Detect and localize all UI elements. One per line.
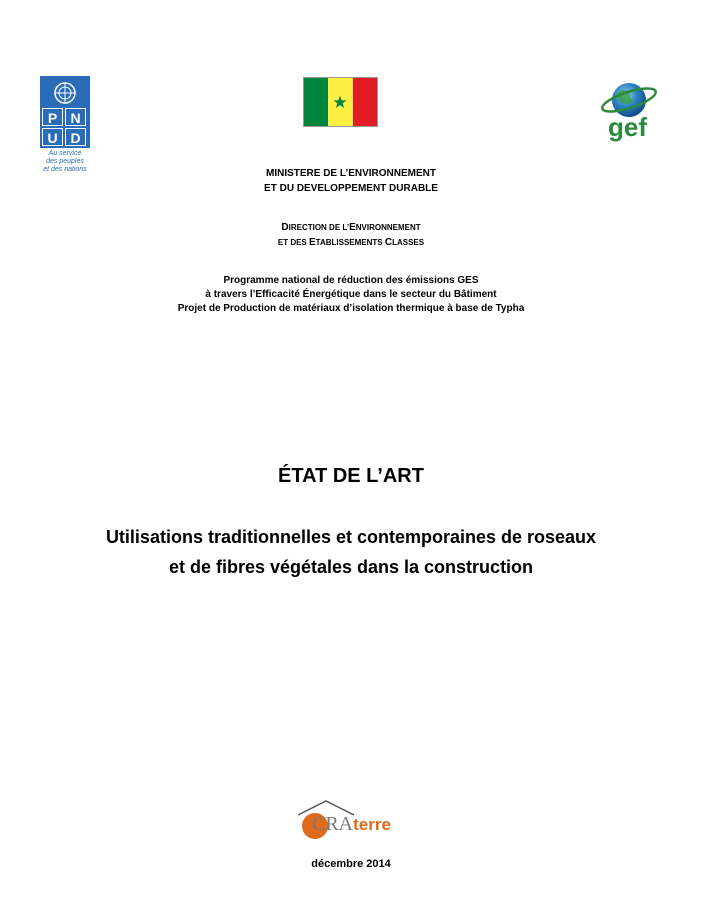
direction-line-1: DIRECTION DE L’ENVIRONNEMENT [281,222,421,233]
programme-line-3: Projet de Production de matériaux d’isolation thermique à base de Typha [177,303,525,314]
senegal-flag [303,77,378,127]
pnud-logo [40,76,90,174]
craterre-text-terre: terre [353,815,391,834]
pnud-tagline: Au service des peuples et des nations [43,150,87,173]
pnud-letter: U [42,128,63,146]
programme-line-2: à travers l’Efficacité Énergétique dans le secteur du Bâtiment [205,289,497,300]
gef-wordmark: gef [608,112,647,142]
star-icon [333,95,347,109]
programme-line-1: Programme national de réduction des émissions GES [223,275,479,286]
direction-line-2: ET DES ETABLISSEMENTS CLASSES [277,237,425,248]
un-emblem-icon [42,78,88,108]
document-subtitle: Utilisations traditionnelles et contemporaines de roseaux et de fibres végétales dans la construction [105,527,597,577]
ministry-line-2: ET DU DEVELOPPEMENT DURABLE [264,183,438,194]
document-title: ÉTAT DE L’ART [278,465,424,487]
pnud-letter: D [65,128,86,146]
craterre-text-cra: CRA [312,813,354,835]
pnud-letter: P [42,108,63,126]
craterre-logo [294,799,409,841]
ministry-line-1: MINISTERE DE L’ENVIRONNEMENT [265,168,436,179]
document-date: décembre 2014 [311,858,391,870]
gef-logo [598,78,658,144]
pnud-letter: N [65,108,86,126]
